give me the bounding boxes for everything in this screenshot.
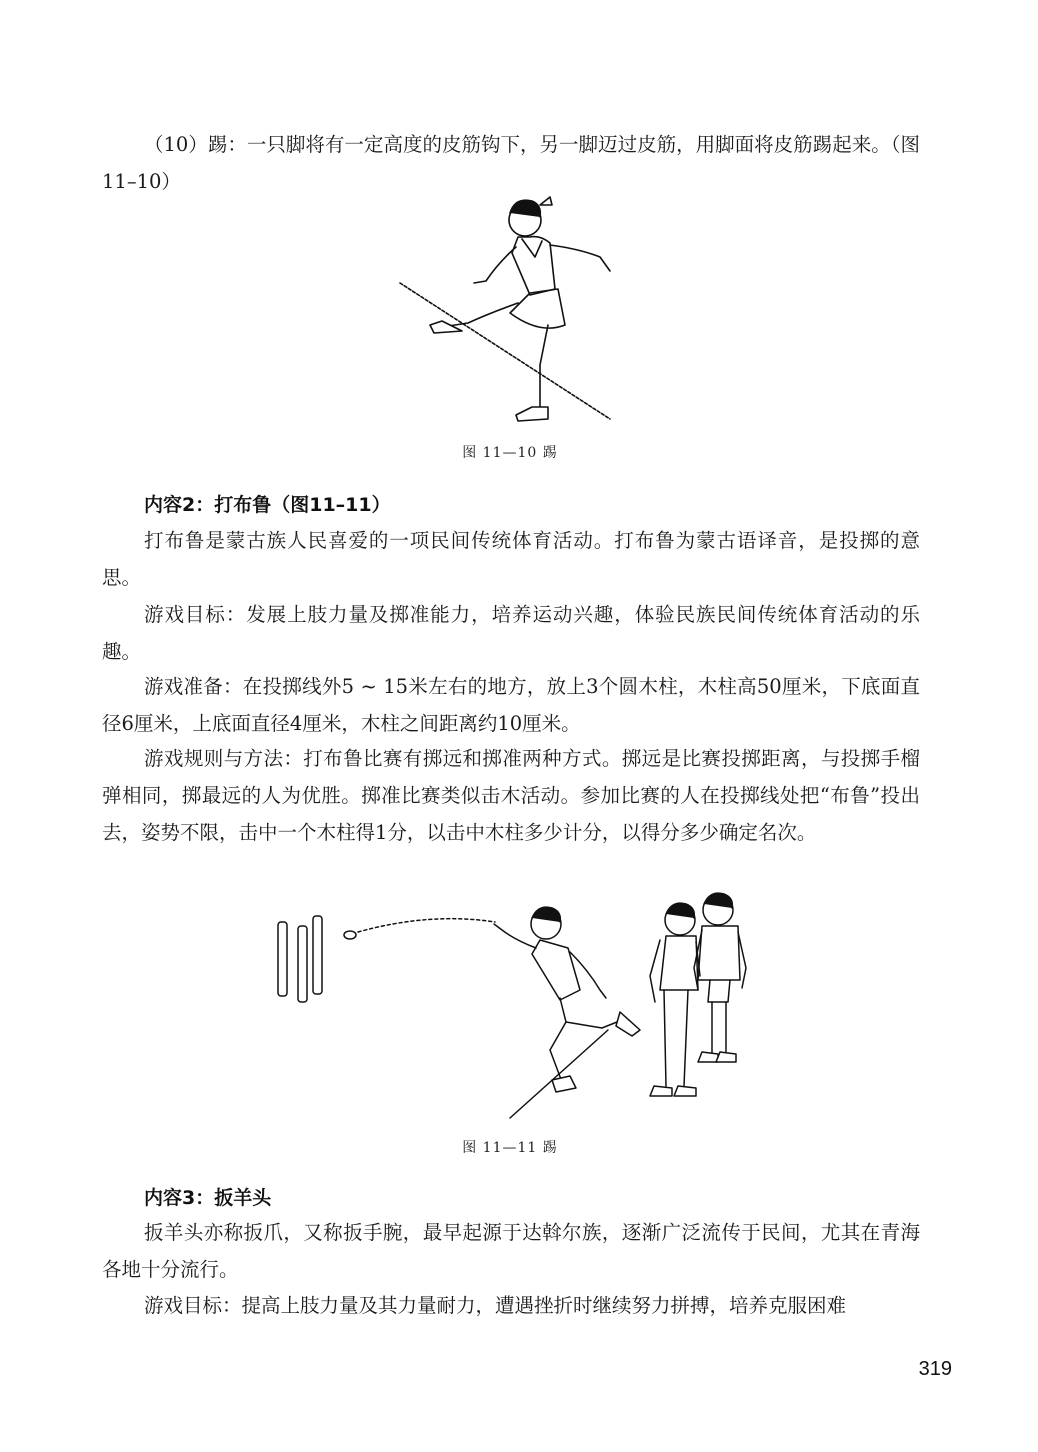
section-heading-content2: 内容2：打布鲁（图11–11） (144, 494, 391, 516)
wooden-post (278, 922, 287, 996)
paragraph-goal-dabulu: 游戏目标：发展上肢力量及掷准能力，培养运动兴趣，体验民族民间传统体育活动的乐趣。 (102, 603, 920, 663)
paragraph-intro-dabulu: 打布鲁是蒙古族人民喜爱的一项民间传统体育活动。打布鲁为蒙古语译音，是投掷的意思。 (102, 529, 920, 589)
page-number: 319 (918, 1358, 952, 1380)
paragraph-rules-dabulu: 游戏规则与方法：打布鲁比赛有掷远和掷准两种方式。掷远是比赛投掷距离，与投掷手榴弹相同，掷最远的人为优胜。掷准比赛类似击木活动。参加比赛的人在投掷线处把“布鲁”投出去，姿势不限，击中一个木柱得1分，以击中木柱多少计分，以得分多少确定名次。 (102, 747, 920, 844)
paragraph-goal-banyangtou: 游戏目标：提高上肢力量及其力量耐力，遭遇挫折时继续努力拼搏，培养克服困难 (144, 1294, 847, 1317)
wooden-post (298, 926, 307, 1002)
wooden-post (313, 916, 322, 994)
figure-caption-11-10: 图 11—10 踢 (462, 445, 558, 461)
paragraph-prep-dabulu: 游戏准备：在投掷线外5 ~ 15米左右的地方，放上3个圆木柱，木柱高50厘米，下底面直径6厘米，上底面直径4厘米，木柱之间距离约10厘米。 (102, 675, 920, 735)
section-heading-content3: 内容3：扳羊头 (144, 1187, 272, 1209)
figure-caption-11-11: 图 11—11 踢 (462, 1140, 558, 1156)
figure-throw-illustration (270, 890, 760, 1125)
figure-kick-illustration (390, 185, 630, 430)
paragraph-intro-banyangtou: 扳羊头亦称扳爪，又称扳手腕，最早起源于达斡尔族，逐渐广泛流传于民间，尤其在青海各地十分流行。 (102, 1221, 920, 1281)
paragraph-kick: （10）踢：一只脚将有一定高度的皮筋钩下，另一脚迈过皮筋，用脚面将皮筋踢起来。（图11–10） (102, 133, 920, 193)
